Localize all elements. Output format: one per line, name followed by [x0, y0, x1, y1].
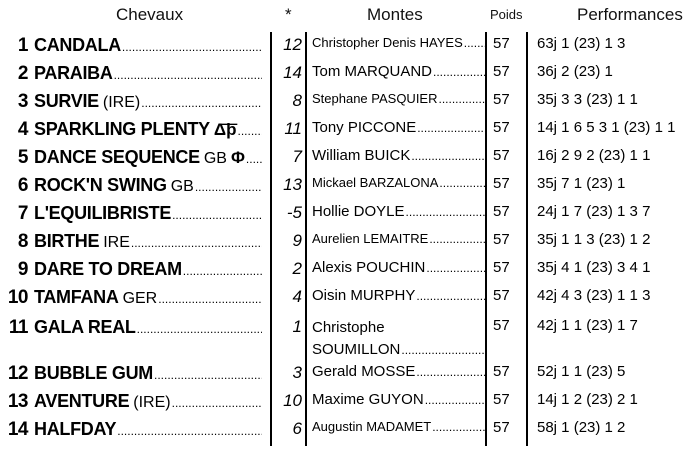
horse-cell	[34, 287, 262, 308]
header-performances: Performances	[577, 5, 683, 24]
horse-name: HALFDAY	[34, 419, 117, 439]
horse-name: L'EQUILIBRISTE	[34, 203, 172, 223]
weight-value: 57	[493, 147, 510, 164]
leader-dots	[141, 96, 262, 110]
jockey-cell	[312, 391, 485, 408]
jockey-cell	[312, 419, 485, 434]
performance-value: 35j 3 3 (23) 1 1	[537, 91, 638, 108]
index-value: 13	[283, 175, 302, 194]
index-value: 2	[292, 259, 302, 278]
leader-dots	[406, 205, 485, 219]
weight-value: 57	[493, 363, 510, 380]
horse-cell	[34, 119, 262, 140]
jockey-name: Maxime GUYON	[312, 391, 424, 408]
column-separator	[270, 32, 272, 446]
jockey-name: Aurelien LEMAITRE	[312, 231, 429, 246]
performance-value: 42j 4 3 (23) 1 1 3	[537, 287, 651, 304]
index-value: 1	[292, 317, 302, 336]
jockey-cell	[312, 147, 485, 164]
performance-value: 14j 1 2 (23) 2 1	[537, 391, 638, 408]
horse-cell	[34, 391, 262, 412]
horse-origin: (IRE)	[133, 394, 171, 411]
jockey-cell	[312, 35, 485, 50]
leader-dots	[433, 65, 485, 79]
leader-dots	[439, 176, 485, 190]
index-value: 3	[292, 363, 302, 382]
column-separator	[485, 32, 487, 446]
weight-value: 57	[493, 317, 510, 334]
leader-dots	[426, 261, 485, 275]
performance-value: 35j 7 1 (23) 1	[537, 175, 626, 192]
header-chevaux: Chevaux	[116, 5, 184, 24]
index-value: 4	[292, 287, 302, 306]
performance-value: 52j 1 1 (23) 5	[537, 363, 626, 380]
horse-origin: (IRE)	[102, 94, 141, 111]
jockey-cell	[312, 317, 485, 361]
row-number: 4	[17, 119, 28, 140]
horse-cell	[34, 317, 262, 338]
jockey-cell	[312, 91, 485, 106]
leader-dots	[183, 264, 262, 278]
leader-dots	[246, 152, 262, 166]
row-number: 13	[7, 391, 28, 412]
leader-dots	[417, 121, 485, 135]
header-poids: Poids	[490, 7, 523, 22]
weight-value: 57	[493, 63, 510, 80]
jockey-cell	[312, 119, 485, 136]
jockey-name: Christopher Denis HAYES	[312, 35, 463, 50]
weight-value: 57	[493, 119, 510, 136]
horse-name: PARAIBA	[34, 63, 113, 83]
row-number: 11	[8, 317, 28, 338]
weight-value: 57	[493, 419, 510, 436]
leader-dots	[154, 368, 262, 382]
row-number: 3	[17, 91, 28, 112]
row-number: 7	[17, 203, 28, 224]
leader-dots	[131, 236, 262, 250]
jockey-cell	[312, 287, 485, 304]
index-value: 10	[283, 391, 302, 410]
header-montes: Montes	[367, 5, 423, 24]
performance-value: 42j 1 1 (23) 1 7	[537, 317, 638, 334]
row-number: 2	[17, 63, 28, 84]
horse-origin: GER	[122, 290, 158, 307]
leader-dots	[195, 180, 262, 194]
weight-value: 57	[493, 259, 510, 276]
leader-dots	[401, 339, 485, 361]
performance-value: 58j 1 (23) 1 2	[537, 419, 626, 436]
row-number: 5	[17, 147, 28, 168]
horse-name: SPARKLING PLENTY	[34, 119, 210, 139]
horse-name: CANDALA	[34, 35, 121, 55]
leader-dots	[439, 92, 486, 106]
leader-dots	[238, 124, 263, 138]
jockey-cell	[312, 259, 485, 276]
jockey-name: Augustin MADAMET	[312, 419, 432, 434]
jockey-name: Tom MARQUAND	[312, 63, 433, 80]
horse-origin: GB	[170, 178, 194, 195]
horse-cell	[34, 91, 262, 112]
jockey-name: Oisin MURPHY	[312, 287, 416, 304]
horse-name: BIRTHE	[34, 231, 100, 251]
leader-dots	[425, 393, 485, 407]
row-number: 9	[17, 259, 28, 280]
jockey-name: Alexis POUCHIN	[312, 259, 426, 276]
weight-value: 57	[493, 175, 510, 192]
row-number: 8	[17, 231, 28, 252]
performance-value: 35j 1 1 3 (23) 1 2	[537, 231, 651, 248]
row-number: 10	[7, 287, 28, 308]
leader-dots	[416, 365, 485, 379]
weight-value: 57	[493, 203, 510, 220]
performance-value: 63j 1 (23) 1 3	[537, 35, 626, 52]
horse-name: DANCE SEQUENCE	[34, 147, 200, 167]
jockey-cell	[312, 203, 485, 220]
horse-cell	[34, 35, 262, 56]
performance-value: 14j 1 6 5 3 1 (23) 1 1	[537, 119, 676, 136]
jockey-cell	[312, 231, 485, 246]
horse-name: GALA REAL	[34, 317, 136, 337]
row-number: 12	[7, 363, 28, 384]
weight-value: 57	[493, 231, 510, 248]
jockey-name: Stephane PASQUIER	[312, 91, 438, 106]
leader-dots	[432, 420, 485, 434]
horse-cell	[34, 63, 262, 84]
leader-dots	[411, 149, 485, 163]
performance-value: 36j 2 (23) 1	[537, 63, 613, 80]
column-separator	[305, 32, 307, 446]
horse-name: ROCK'N SWING	[34, 175, 167, 195]
leader-dots	[172, 208, 262, 222]
jockey-last-line	[312, 339, 485, 361]
horse-cell	[34, 259, 262, 280]
horse-cell	[34, 175, 262, 196]
leader-dots	[117, 424, 262, 438]
weight-value: 57	[493, 391, 510, 408]
index-value: 14	[283, 63, 302, 82]
horse-cell	[34, 363, 262, 384]
horse-name: SURVIE	[34, 91, 99, 111]
jockey-cell	[312, 63, 485, 80]
horse-cell	[34, 147, 262, 168]
horse-name: BUBBLE GUM	[34, 363, 153, 383]
row-number: 6	[17, 175, 28, 196]
equipment-symbol: Δ͞þ	[213, 120, 237, 139]
horse-name: DARE TO DREAM	[34, 259, 182, 279]
column-separator	[526, 32, 528, 446]
leader-dots	[158, 292, 262, 306]
jockey-name: William BUICK	[312, 147, 411, 164]
equipment-symbol: Φ	[230, 148, 245, 167]
weight-value: 57	[493, 35, 510, 52]
index-value: 11	[284, 119, 302, 138]
index-value: -5	[286, 203, 302, 222]
index-value: 9	[292, 231, 302, 250]
horse-cell	[34, 231, 262, 252]
jockey-cell	[312, 175, 485, 190]
row-number: 1	[17, 35, 28, 56]
jockey-first-name: Christophe	[312, 319, 385, 336]
performance-value: 24j 1 7 (23) 1 3 7	[537, 203, 651, 220]
leader-dots	[137, 322, 262, 336]
leader-dots	[114, 68, 262, 82]
leader-dots	[464, 36, 485, 50]
performance-value: 16j 2 9 2 (23) 1 1	[537, 147, 651, 164]
index-value: 7	[292, 147, 302, 166]
performance-value: 35j 4 1 (23) 3 4 1	[537, 259, 651, 276]
jockey-name: Mickael BARZALONA	[312, 175, 439, 190]
index-value: 6	[292, 419, 302, 438]
leader-dots	[416, 289, 485, 303]
weight-value: 57	[493, 91, 510, 108]
jockey-name: Hollie DOYLE	[312, 203, 405, 220]
leader-dots	[429, 232, 485, 246]
horse-cell	[34, 203, 262, 224]
horse-name: TAMFANA	[34, 287, 119, 307]
header-index: *	[285, 5, 292, 24]
jockey-name: Tony PICCONE	[312, 119, 417, 136]
horse-origin: IRE	[103, 234, 130, 251]
row-number: 14	[7, 419, 28, 440]
horse-cell	[34, 419, 262, 440]
jockey-last-name: SOUMILLON	[312, 341, 401, 358]
weight-value: 57	[493, 287, 510, 304]
leader-dots	[122, 40, 262, 54]
horse-name: AVENTURE	[34, 391, 130, 411]
leader-dots	[172, 396, 262, 410]
horse-origin: GB	[203, 150, 227, 167]
index-value: 8	[292, 91, 302, 110]
index-value: 12	[283, 35, 302, 54]
jockey-cell	[312, 363, 485, 380]
jockey-name: Gerald MOSSE	[312, 363, 416, 380]
